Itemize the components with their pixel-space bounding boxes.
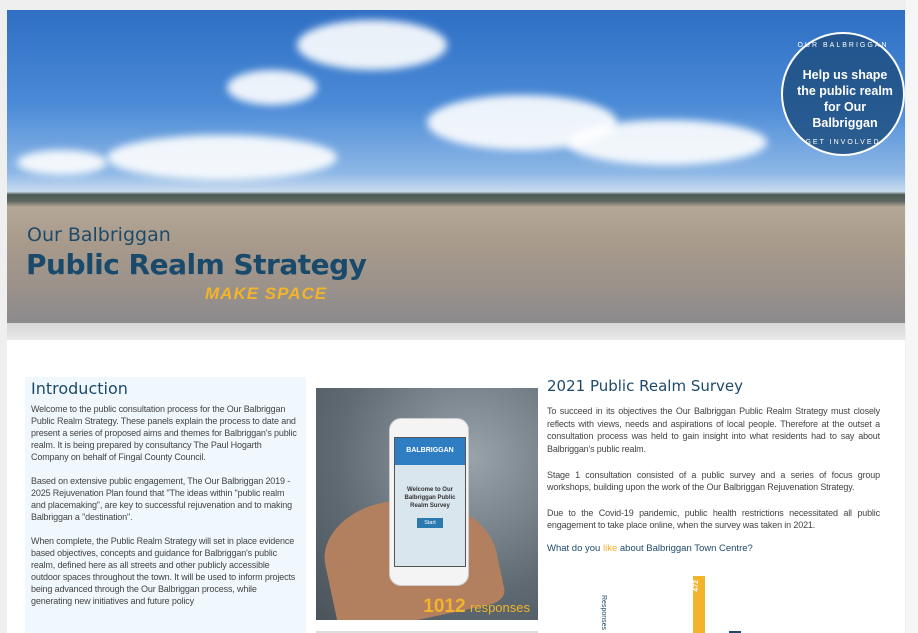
hero-banner <box>7 10 905 323</box>
responses-label: responses <box>470 600 530 615</box>
chart-bar <box>693 576 705 633</box>
survey-section <box>547 377 880 554</box>
intro-paragraph: Based on extensive public engagement, The Our Balbriggan 2019 - 2025 Rejuvenation Plan found that "The ideas within "public realm and placemaking", are key to successful rejuvenation and to making Balbriggan a "destination". <box>31 476 292 522</box>
chart-question <box>547 543 880 554</box>
question-text: about Balbriggan Town Centre? <box>617 542 753 554</box>
survey-paragraph: To succeed in its objectives the Our Balbriggan Public Realm Strategy must closely reflects with views, needs and aspirations of local people. Therefore at the outset a consultation process was held to gain insight into what residents had to say about Balbriggan's public realm. <box>547 406 880 455</box>
phone-start-button: Start <box>417 518 443 528</box>
responses-count <box>423 596 530 618</box>
badge-top-text: OUR BALBRIGGAN <box>797 42 889 49</box>
phone-welcome: Welcome to Our Balbriggan Public Realm Survey <box>404 487 456 509</box>
intro-paragraph: Welcome to the public consultation process for the Our Balbriggan Public Realm Strategy. These panels explain the process to date and present a series of proposed aims and themes for Balbriggan's public realm. It is being prepared by consultancy The Paul Hogarth Company on behalf of Fingal County Council. <box>31 404 297 462</box>
hero-subtitle: Our Balbriggan <box>27 224 171 246</box>
intro-heading: Introduction <box>31 379 128 398</box>
badge-main-text: Help us shape the public realm for Our Balbriggan <box>797 68 893 130</box>
chart-y-label: Responses <box>600 595 607 631</box>
phone-image <box>389 418 469 586</box>
badge-bottom-text: GET INVOLVED <box>805 139 881 146</box>
scrollbar[interactable] <box>906 0 918 633</box>
survey-heading: 2021 Public Realm Survey <box>547 377 743 395</box>
page <box>7 10 905 633</box>
responses-number: 1012 <box>423 596 466 617</box>
hero-tagline: MAKE SPACE <box>205 284 328 303</box>
phone-brand: BALBRIGGAN <box>395 438 465 465</box>
bar-chart <box>547 575 880 633</box>
bar-value-label: 472 <box>693 580 700 592</box>
divider-band <box>7 323 905 340</box>
survey-phone-photo <box>316 388 538 620</box>
survey-paragraph: Due to the Covid-19 pandemic, public health restrictions necessitated all public engagement to take place online, when the survey was taken in 2021. <box>547 507 880 531</box>
hero-title: Public Realm Strategy <box>26 248 367 281</box>
question-text: What do you <box>547 542 603 554</box>
intro-paragraph: When complete, the Public Realm Strategy will set in place evidence based objectives, concepts and guidance for Balbriggan's public realm, defined here as all streets and other publicly accessible outdoor spaces throughout the town. It will be used to inform projects being advanced through the Our Balbriggan process, while generating new initiatives and future policy <box>31 536 296 606</box>
question-highlight: like <box>602 542 618 554</box>
get-involved-badge[interactable] <box>781 32 905 156</box>
survey-paragraph: Stage 1 consultation consisted of a public survey and a series of focus group workshops, building upon the work of the Our Balbriggan Rejuvenation Strategy. <box>547 469 880 493</box>
introduction-panel <box>25 377 306 633</box>
